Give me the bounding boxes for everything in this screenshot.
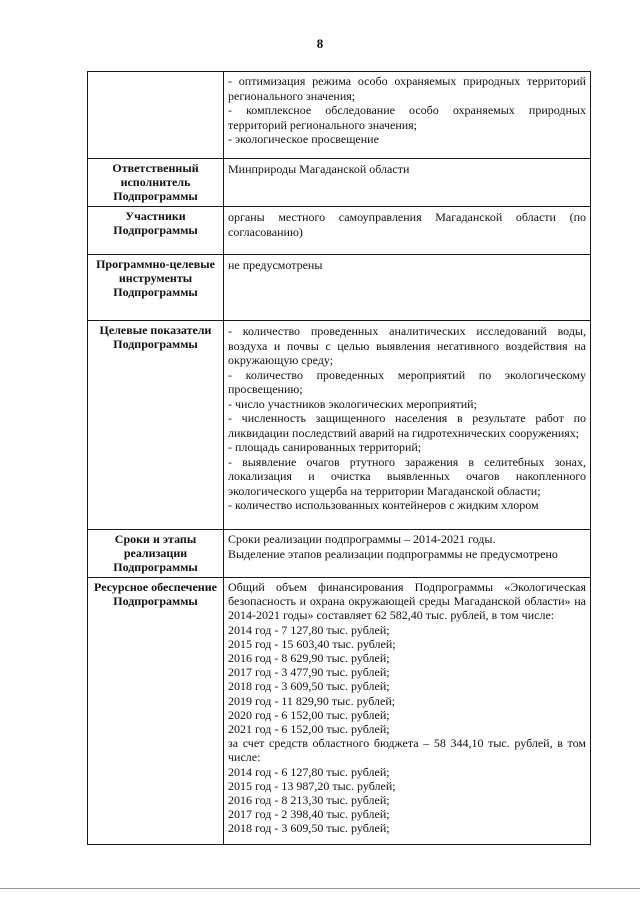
list-item: - число участников экологических мероприятий; [228, 396, 477, 411]
list-item: Минприроды Магаданской области [228, 162, 410, 176]
row-label-cell [88, 207, 224, 255]
list-item: 2019 год - 11 829,90 тыс. рублей; [228, 693, 396, 708]
list-item: - количество проведенных аналитических исследований воды, воздуха и почвы с целью выявления негативного воздействия на окружающую среду; [228, 324, 586, 367]
row-label: Ответственный исполнитель Подпрограммы [112, 161, 199, 203]
list-item: 2018 год - 3 609,50 тыс. рублей; [228, 679, 390, 694]
row-value-cell [224, 578, 591, 845]
list-item: - численность защищенного населения в результате работ по ликвидации последствий аварий на гидротехнических сооружениях; [228, 411, 586, 440]
list-item: - количество использованных контейнеров с жидким хлором [228, 498, 539, 512]
list-item: 2016 год - 8 213,30 тыс. рублей; [228, 793, 390, 808]
row-value-cell [224, 530, 591, 578]
list-item: за счет средств областного бюджета – 58 344,10 тыс. рублей, в том числе: [228, 736, 586, 765]
table-row-terms-stages [88, 530, 591, 578]
list-item: 2014 год - 7 127,80 тыс. рублей; [228, 622, 390, 637]
table-row-participants [88, 207, 591, 255]
list-item: - количество проведенных мероприятий по экологическому просвещению; [228, 367, 586, 396]
row-value-cell [224, 255, 591, 321]
list-item: - комплексное обследование особо охраняемых природных территорий регионального значения; [228, 103, 586, 132]
row-value-cell [224, 321, 591, 530]
list-item: - экологическое просвещение [228, 132, 379, 146]
list-item: Общий объем финансирования Подпрограммы «Экологическая безопасность и охрана окружающей среды Магаданской области» на 2014-2021 годы» составляет 62 582,40 тыс. рублей, в том числе: [228, 580, 586, 623]
list-item: органы местного самоуправления Магаданской области (по согласованию) [228, 210, 586, 239]
table-row-target-indicators [88, 321, 591, 530]
page-number: 8 [316, 36, 324, 51]
row-label [88, 72, 223, 74]
row-value-cell [224, 72, 591, 159]
list-item: 2017 год - 3 477,90 тыс. рублей; [228, 665, 390, 680]
row-label-cell [88, 72, 224, 159]
list-item: 2018 год - 3 609,50 тыс. рублей; [228, 821, 390, 836]
list-item: 2021 год - 6 152,00 тыс. рублей; [228, 722, 390, 737]
list-item: 2020 год - 6 152,00 тыс. рублей; [228, 707, 390, 722]
row-value-cell [224, 207, 591, 255]
list-item: 2017 год - 2 398,40 тыс. рублей; [228, 807, 390, 822]
table-row-tasks-continued [88, 72, 591, 159]
row-label-cell [88, 530, 224, 578]
row-label-cell [88, 578, 224, 845]
row-label: Сроки и этапы реализации Подпрограммы [113, 532, 198, 574]
list-item: Сроки реализации подпрограммы – 2014-2021 годы. [228, 532, 496, 546]
row-label-cell [88, 321, 224, 530]
row-value-cell [224, 159, 591, 207]
list-item: не предусмотрены [228, 258, 323, 272]
table-row-responsible-executor [88, 159, 591, 207]
table-row-instruments [88, 255, 591, 321]
row-label-cell [88, 159, 224, 207]
row-label: Ресурсное обеспечение Подпрограммы [94, 580, 217, 608]
row-label: Программно-целевые инструменты Подпрограммы [96, 257, 215, 299]
list-item: - выявление очагов ртутного заражения в селитебных зонах, локализация и очистка выявленных очагов накопленного экологического ущерба на территории Магаданской области; [228, 454, 586, 498]
subprogram-passport-table [87, 71, 591, 845]
list-item: 2015 год - 13 987,20 тыс. рублей; [228, 778, 396, 793]
list-item: Выделение этапов реализации подпрограммы не предусмотрено [228, 546, 558, 561]
list-item: - оптимизация режима особо охраняемых природных территорий регионального значения; [228, 74, 586, 103]
list-item: 2014 год - 6 127,80 тыс. рублей; [228, 764, 390, 779]
list-item: - площадь санированных территорий; [228, 440, 422, 454]
page-bottom-divider [0, 888, 640, 889]
row-label-cell [88, 255, 224, 321]
list-item: 2016 год - 8 629,90 тыс. рублей; [228, 651, 390, 666]
row-label: Целевые показатели Подпрограммы [99, 323, 212, 351]
row-label: Участники Подпрограммы [113, 209, 198, 237]
list-item: 2015 год - 15 603,40 тыс. рублей; [228, 636, 396, 651]
table-row-resource-provision [88, 578, 591, 845]
